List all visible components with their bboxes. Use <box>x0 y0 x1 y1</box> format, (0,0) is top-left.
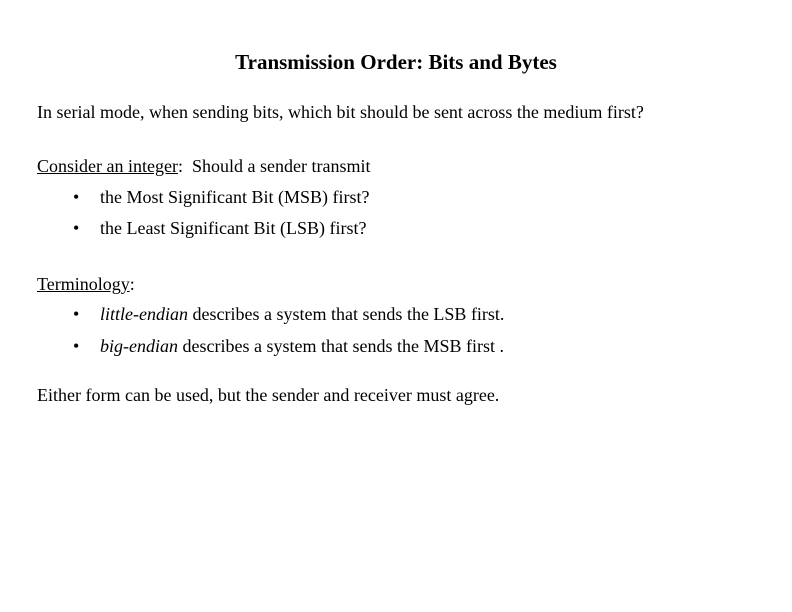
list-item <box>73 335 504 357</box>
term-big-endian: big-endian <box>100 336 178 356</box>
bullet-icon: • <box>73 304 80 324</box>
list-item <box>73 303 504 325</box>
bullet-icon: • <box>73 187 80 207</box>
consider-text: Should a sender transmit <box>182 156 371 176</box>
conclusion-text: Either form can be used, but the sender and receiver must agree. <box>37 385 500 405</box>
list-item <box>73 186 370 208</box>
bullet-text: the Least Significant Bit (LSB) first? <box>100 218 367 238</box>
bullet-text: describes a system that sends the MSB first . <box>178 336 504 356</box>
terminology-colon: : <box>129 274 135 294</box>
bullet-text: describes a system that sends the LSB first. <box>187 304 505 324</box>
list-item <box>73 217 366 239</box>
terminology-heading <box>37 273 135 295</box>
consider-line <box>37 155 370 177</box>
terminology-label: Terminology <box>37 274 130 294</box>
bullet-text: the Most Significant Bit (MSB) first? <box>100 187 370 207</box>
intro-text: In serial mode, when sending bits, which bit should be sent across the medium first? <box>37 102 644 122</box>
consider-label: Consider an integer <box>37 156 178 176</box>
term-little-endian: little-endian <box>100 304 188 324</box>
slide-title: Transmission Order: Bits and Bytes <box>235 50 557 74</box>
consider-colon: : <box>177 156 183 176</box>
bullet-icon: • <box>73 336 80 356</box>
bullet-icon: • <box>73 218 80 238</box>
